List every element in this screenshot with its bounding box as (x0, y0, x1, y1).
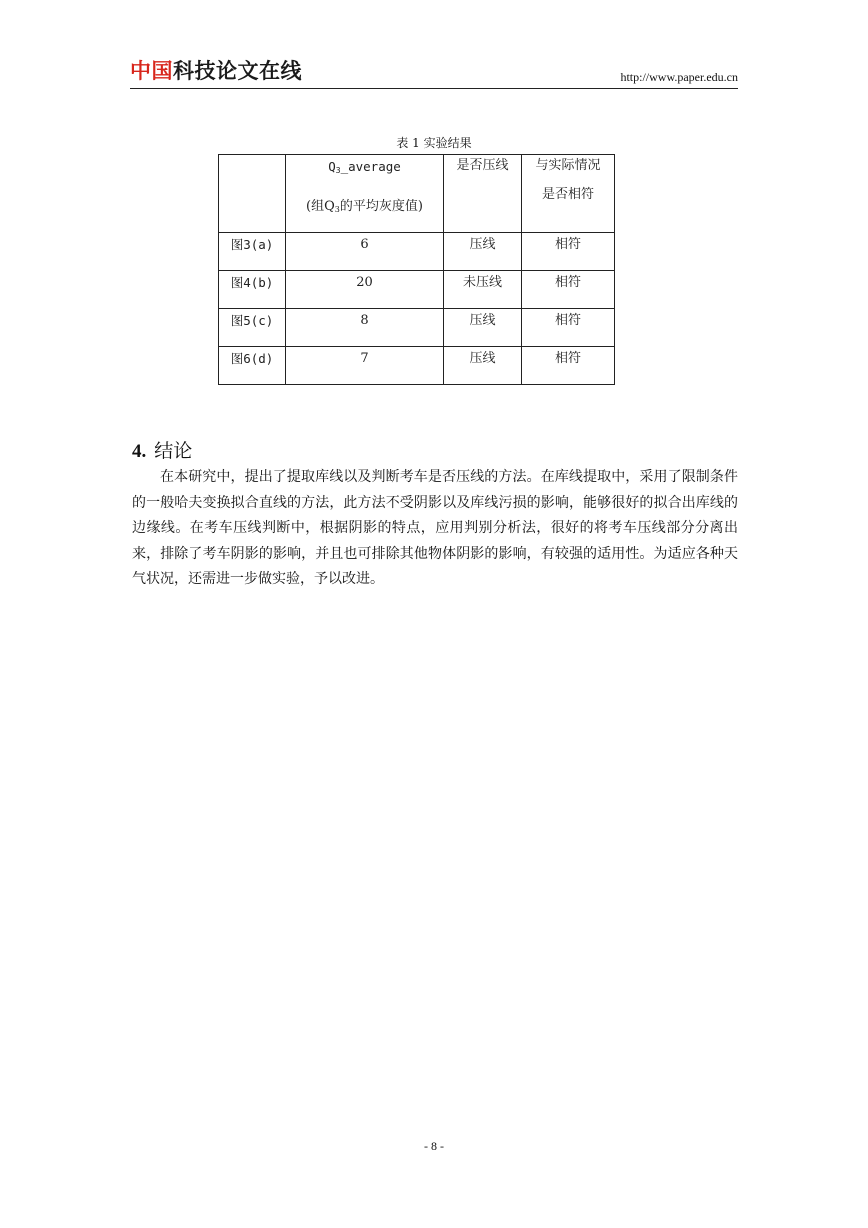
row-q3-value: 20 (286, 271, 444, 309)
conclusion-paragraph: 在本研究中，提出了提取库线以及判断考车是否压线的方法。在库线提取中，采用了限制条件的一般哈夫变换拟合直线的方法，此方法不受阴影以及库线污损的影响，能够很好的拟合出库线的边缘线。在考车压线判断中，根据阴影的特点，应用判别分析法，很好的将考车压线部分分离出来，排除了考车阴影的影响，并且也可排除其他物体阴影的影响，有较强的适用性。为适应各种天气状况，还需进一步做实验，予以改进。 (132, 469, 738, 587)
row-match: 相符 (522, 309, 615, 347)
row-match: 相符 (522, 233, 615, 271)
logo-red-text: 中国 (130, 59, 173, 83)
row-cross: 压线 (444, 233, 522, 271)
row-cross: 压线 (444, 347, 522, 385)
row-label: 图6(d) (219, 347, 286, 385)
header-cell-empty (219, 155, 286, 233)
header-cell-cross: 是否压线 (444, 155, 522, 233)
page-number: - 8 - (424, 1139, 444, 1153)
page-header (130, 58, 738, 89)
table-header-row (219, 155, 615, 233)
header-q3-line2: (组$Q_3$的平均灰度值) (306, 199, 423, 214)
header-cell-match: 与实际情况 是否相符 (522, 155, 615, 233)
row-match: 相符 (522, 271, 615, 309)
section-heading (132, 436, 192, 463)
header-q3-line1: $Q_3\_average$ (328, 159, 401, 175)
row-label: 图4(b) (219, 271, 286, 309)
row-q3-value: 8 (286, 309, 444, 347)
results-table (218, 154, 615, 385)
row-label: 图5(c) (219, 309, 286, 347)
table-row (219, 271, 615, 309)
row-label: 图3(a) (219, 233, 286, 271)
table-row (219, 347, 615, 385)
row-q3-value: 6 (286, 233, 444, 271)
header-url: http://www.paper.edu.cn (620, 70, 738, 84)
table-row (219, 309, 615, 347)
row-q3-value: 7 (286, 347, 444, 385)
header-cell-q3-average (286, 155, 444, 233)
row-match: 相符 (522, 347, 615, 385)
logo-dark-text: 科技论文在线 (173, 59, 302, 83)
site-logo (130, 58, 302, 84)
table-caption: 表 1 实验结果 (396, 136, 472, 150)
row-cross: 未压线 (444, 271, 522, 309)
section-number: 4. (132, 441, 147, 462)
row-cross: 压线 (444, 309, 522, 347)
table-row (219, 233, 615, 271)
section-title: 结论 (154, 440, 193, 462)
